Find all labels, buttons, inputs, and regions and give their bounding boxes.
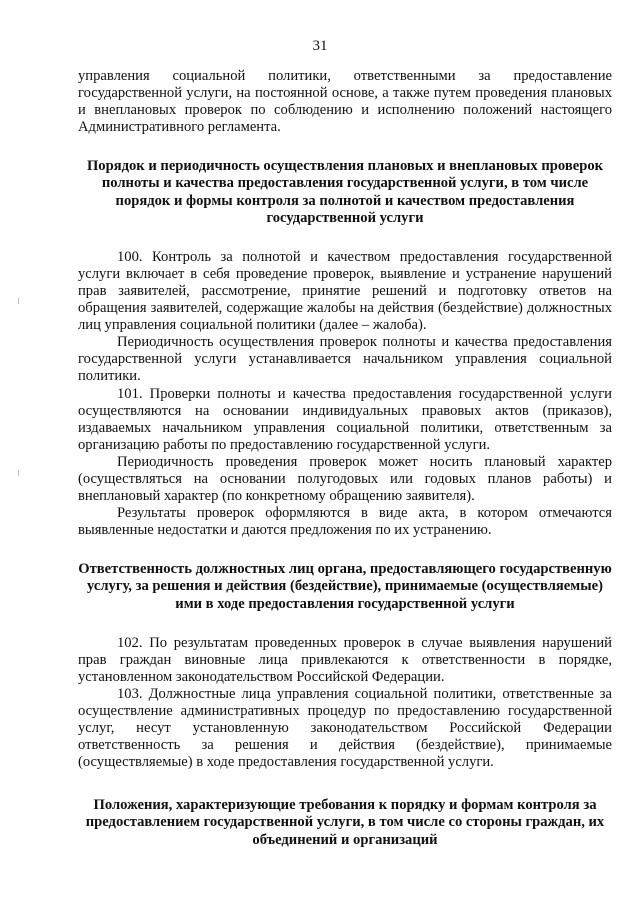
- section-heading-responsibility: Ответственность должностных лиц органа, предоставляющего государственную услугу, за решения и действия (бездействие), принимаемые (осуществляемые) ими в ходе предоставления государственной услуги: [78, 561, 612, 612]
- margin-mark: [18, 298, 19, 304]
- section-heading-control-requirements: Положения, характеризующие требования к порядку и формам контроля за предоставлением государственной услуги, в том числе со стороны граждан, их объединений и организаций: [85, 797, 605, 848]
- paragraph-101-periodicity: Периодичность проведения проверок может носить плановый характер (осуществляться на основании полугодовых или годовых планов работы) и внеплановый характер (по конкретному обращению заявителя).: [78, 453, 612, 505]
- paragraph-intro: управления социальной политики, ответственными за предоставление государственной услуги, на постоянной основе, а также путем проведения плановых и внеплановых проверок по соблюдению и исполнению положений настоящего Административного регламента.: [78, 68, 612, 136]
- paragraph-103: 103. Должностные лица управления социальной политики, ответственные за осуществление административных процедур по предоставлению государственной услуг, несут установленную законодательством Российской Федерации ответственность за решения и действия (бездействие), принимаемые (осуществляемые) в ходе предоставления государственной услуги.: [78, 685, 612, 771]
- document-body: [78, 68, 612, 849]
- paragraph-100-periodicity: Периодичность осуществления проверок полноты и качества предоставления государственной услуги устанавливается начальником управления социальной политики.: [78, 334, 612, 385]
- margin-mark: [18, 470, 19, 476]
- paragraph-101-results: Результаты проверок оформляются в виде акта, в котором отмечаются выявленные недостатки и даются предложения по их устранению.: [78, 505, 612, 539]
- paragraph-100: 100. Контроль за полнотой и качеством предоставления государственной услуги включает в себя проведение проверок, выявление и устранение нарушений прав заявителей, рассмотрение, принятие решений и подготовку ответов на обращения заявителей, содержащие жалобы на действия (бездействие) должностных лиц управления социальной политики (далее – жалоба).: [78, 248, 612, 334]
- section-heading-control-procedure: Порядок и периодичность осуществления плановых и внеплановых проверок полноты и качества предоставления государственной услуги, в том числе порядок и формы контроля за полнотой и качеством предоставления государственной услуги: [86, 158, 604, 226]
- paragraph-101: 101. Проверки полноты и качества предоставления государственной услуги осуществляются на основании индивидуальных правовых актов (приказов), издаваемых начальником управления социальной политики, ответственным за организацию работы по предоставлению государственной услуги.: [78, 385, 612, 453]
- paragraph-102: 102. По результатам проведенных проверок в случае выявления нарушений прав граждан виновные лица привлекаются к ответственности в порядке, установленном законодательством Российской Федерации.: [78, 634, 612, 685]
- page-number: 31: [312, 38, 328, 54]
